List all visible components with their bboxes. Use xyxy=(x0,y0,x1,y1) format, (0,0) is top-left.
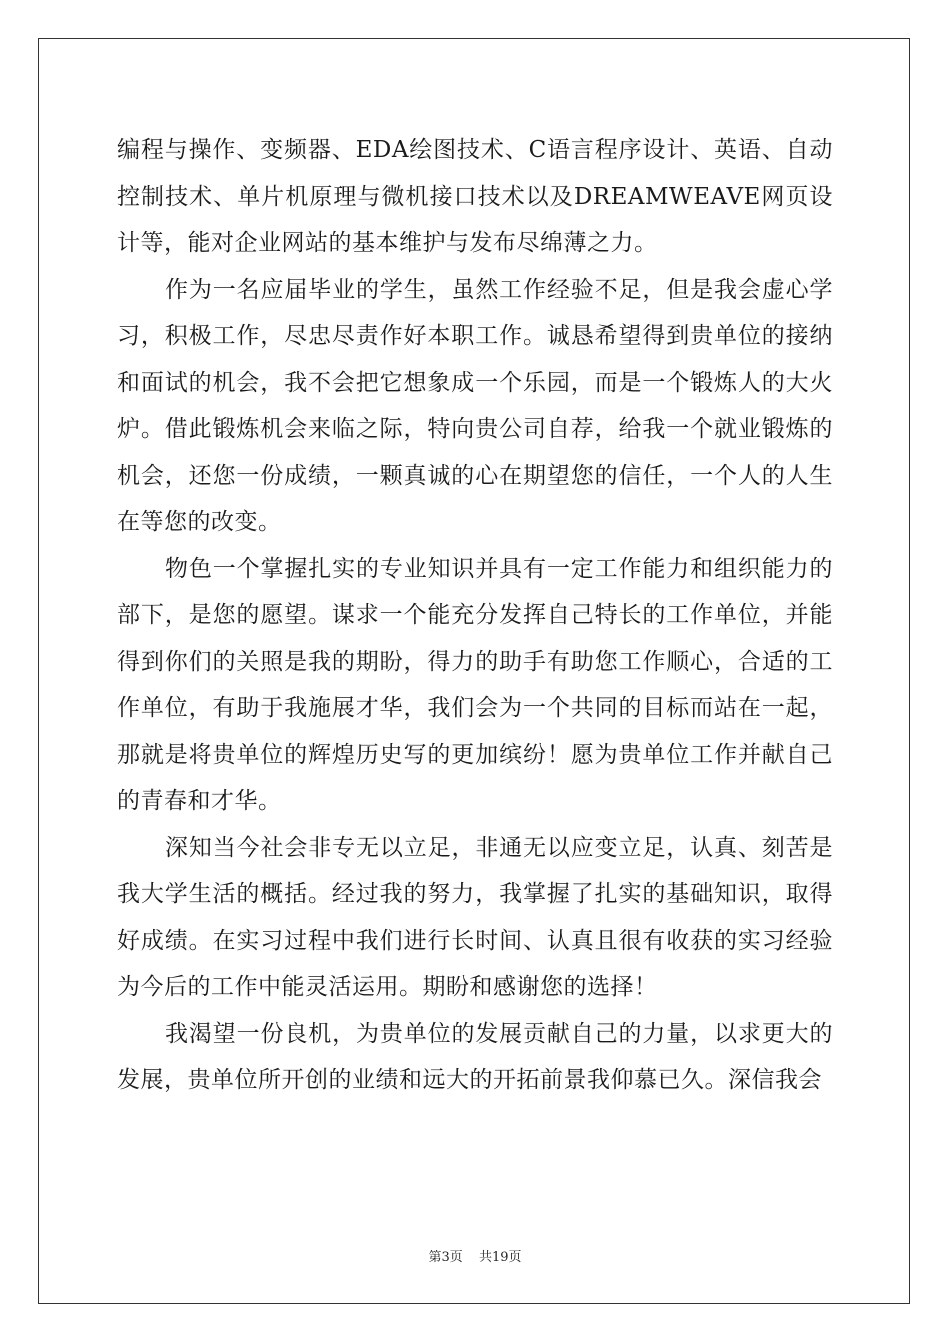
paragraph-aspiration: 我渴望一份良机，为贵单位的发展贡献自己的力量，以求更大的发展，贵单位所开创的业绩和远大的开拓前景我仰慕已久。深信我会 xyxy=(117,1020,833,1093)
paragraph-course-list: 编程与操作、变频器、EDA绘图技术、C语言程序设计、英语、自动控制技术、单片机原理与微机接口技术以及DREAMWEAVE网页设计等，能对企业网站的基本维护与发布尽绵薄之力。 xyxy=(117,137,833,256)
document-body xyxy=(117,127,833,1104)
paragraph-graduate-intro: 作为一名应届毕业的学生，虽然工作经验不足，但是我会虚心学习，积极工作，尽忠尽责作好本职工作。诚恳希望得到贵单位的接纳和面试的机会，我不会把它想象成一个乐园，而是一个锻炼人的大火炉。借此锻炼机会来临之际，特向贵公司自荐，给我一个就业锻炼的机会，还您一份成绩，一颗真诚的心在期望您的信任，一个人的人生在等您的改变。 xyxy=(117,276,833,535)
paragraph-study-summary: 深知当今社会非专无以立足，非通无以应变立足，认真、刻苦是我大学生活的概括。经过我的努力，我掌握了扎实的基础知识，取得好成绩。在实习过程中我们进行长时间、认真且很有收获的实习经验为今后的工作中能灵活运用。期盼和感谢您的选择！ xyxy=(117,834,833,1000)
page-footer xyxy=(0,1246,950,1265)
paragraph-employer-wish: 物色一个掌握扎实的专业知识并具有一定工作能力和组织能力的部下，是您的愿望。谋求一个能充分发挥自己特长的工作单位，并能得到你们的关照是我的期盼，得力的助手有助您工作顺心，合适的工作单位，有助于我施展才华，我们会为一个共同的目标而站在一起，那就是将贵单位的辉煌历史写的更加缤纷！愿为贵单位工作并献自己的青春和才华。 xyxy=(117,555,833,814)
current-page-label: 第3页 xyxy=(428,1250,463,1265)
total-pages-label: 共19页 xyxy=(478,1250,522,1265)
